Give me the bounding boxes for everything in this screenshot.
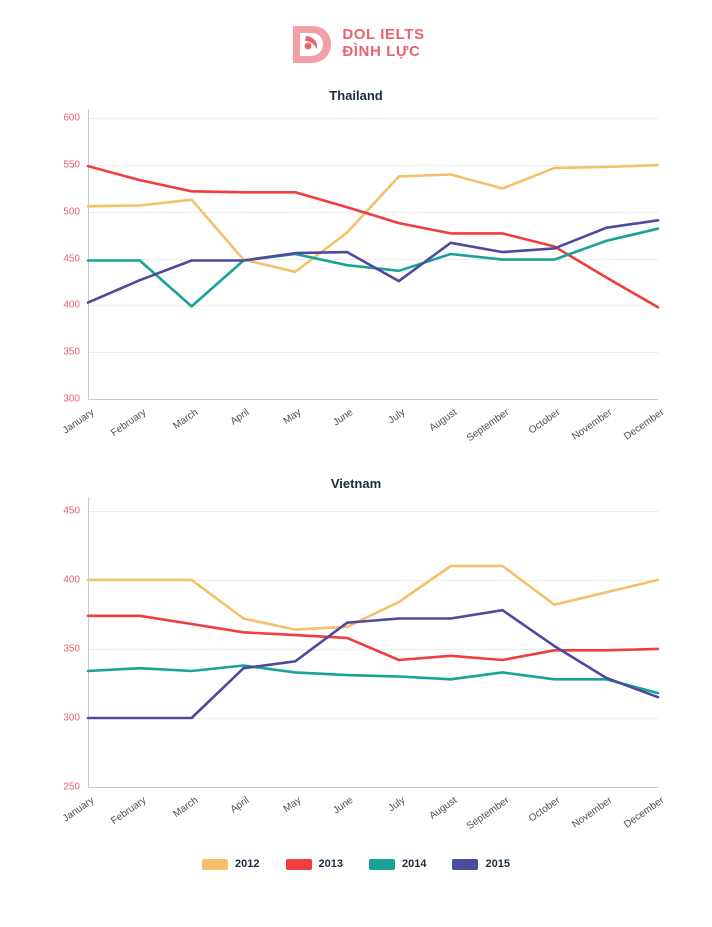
logo-line-2: ĐÌNH LỰC <box>342 43 421 60</box>
series-line-2013 <box>88 166 658 307</box>
x-axis-tick-label: May <box>281 407 304 427</box>
dol-logo-icon <box>287 22 333 66</box>
x-axis-tick-label: April <box>229 795 252 816</box>
y-axis-tick-label: 300 <box>63 712 80 724</box>
y-axis-tick-label: 450 <box>63 253 80 265</box>
chart-vietnam <box>0 476 712 845</box>
y-axis-tick-label: 350 <box>63 346 80 358</box>
x-axis-tick-label: August <box>427 795 460 822</box>
x-axis-tick-label: May <box>281 795 304 815</box>
y-axis-tick-label: 500 <box>63 206 80 218</box>
series-container <box>0 109 678 401</box>
legend-swatch-icon <box>286 859 312 870</box>
legend-item-2014[interactable] <box>369 858 426 870</box>
legend-label: 2015 <box>485 858 510 870</box>
series-line-2014 <box>88 666 658 694</box>
x-axis-tick-label: February <box>109 407 149 439</box>
legend-item-2013[interactable] <box>286 858 343 870</box>
x-axis-tick-label: January <box>60 795 97 825</box>
brand-logo <box>0 22 712 66</box>
chart-thailand <box>0 88 712 457</box>
x-axis-tick-label: December <box>622 795 667 831</box>
y-axis-tick-label: 550 <box>63 159 80 171</box>
y-axis-tick-label: 350 <box>63 643 80 655</box>
chart-legend <box>0 858 712 870</box>
legend-label: 2014 <box>402 858 427 870</box>
y-axis-tick-label: 400 <box>63 574 80 586</box>
x-axis-tick-label: September <box>464 795 511 833</box>
x-axis-tick-label: October <box>527 795 563 825</box>
series-line-2013 <box>88 616 658 660</box>
legend-item-2012[interactable] <box>202 858 259 870</box>
legend-swatch-icon <box>202 859 228 870</box>
x-axis-tick-label: August <box>427 407 460 434</box>
plot-area <box>0 497 678 845</box>
x-axis-tick-label: March <box>170 795 200 820</box>
legend-label: 2013 <box>318 858 343 870</box>
y-axis-tick-label: 450 <box>63 505 80 517</box>
x-axis-tick-label: February <box>109 795 149 827</box>
y-axis-tick-label: 300 <box>63 393 80 405</box>
x-axis-tick-label: November <box>570 795 615 831</box>
legend-label: 2012 <box>235 858 260 870</box>
x-axis-tick-label: March <box>170 407 200 432</box>
x-axis-tick-label: July <box>386 795 408 815</box>
x-axis-tick-label: January <box>60 407 97 437</box>
legend-swatch-icon <box>369 859 395 870</box>
y-axis-tick-label: 600 <box>63 112 80 124</box>
x-axis-tick-label: September <box>464 407 511 445</box>
y-axis-tick-label: 250 <box>63 781 80 793</box>
x-axis-tick-label: June <box>331 407 356 429</box>
plot-area <box>0 109 678 457</box>
x-axis-tick-label: October <box>527 407 563 437</box>
y-axis-tick-label: 400 <box>63 299 80 311</box>
series-container <box>0 497 678 789</box>
logo-line-1: DOL IELTS <box>342 26 425 44</box>
x-axis-tick-label: December <box>622 407 667 443</box>
legend-swatch-icon <box>452 859 478 870</box>
chart-title: Vietnam <box>330 476 382 491</box>
x-axis-tick-label: July <box>386 407 408 427</box>
legend-item-2015[interactable] <box>452 858 509 870</box>
x-axis-tick-label: November <box>570 407 615 443</box>
x-axis-tick-label: June <box>331 795 356 817</box>
x-axis-tick-label: April <box>229 407 252 428</box>
chart-title: Thailand <box>329 88 383 103</box>
series-line-2015 <box>88 610 658 718</box>
